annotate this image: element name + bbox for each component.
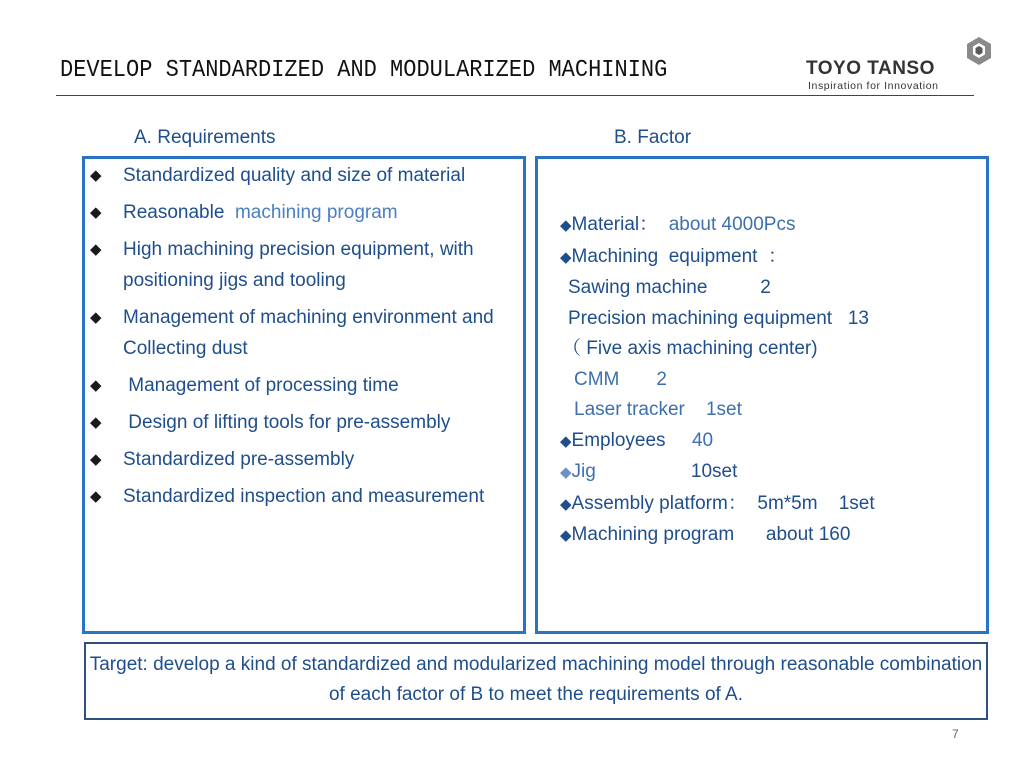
factor-equipment: ◆Machining equipment ：: [560, 245, 787, 267]
factor-jig: ◆Jig 10set: [560, 461, 738, 482]
list-item: ◆ Management of machining environment and Collecting dust: [86, 302, 516, 364]
diamond-bullet-icon: ◆: [560, 248, 572, 266]
list-item: ◆ Management of processing time: [86, 370, 516, 401]
toyo-tanso-hexagon-logo-icon: [964, 36, 994, 66]
diamond-bullet-icon: ◆: [90, 309, 102, 326]
factor-machining-program: ◆Machining program about 160: [560, 524, 851, 545]
requirements-heading: A. Requirements: [134, 127, 276, 148]
logo-tagline: Inspiration for Innovation: [808, 80, 939, 92]
factor-employees: ◆Employees 40: [560, 429, 714, 451]
diamond-bullet-icon: ◆: [90, 377, 102, 394]
diamond-bullet-icon: ◆: [560, 464, 572, 481]
list-item: ◆ Reasonable machining program: [86, 197, 516, 228]
list-item: ◆ Design of lifting tools for pre-assembly: [86, 407, 516, 438]
diamond-bullet-icon: ◆: [560, 495, 572, 513]
list-item: ◆ Standardized inspection and measurement: [86, 481, 516, 512]
factor-heading: B. Factor: [614, 127, 692, 148]
target-statement: Target: develop a kind of standardized and modularized machining model through reasonable combination of each factor of B to meet the requirements of A.: [89, 654, 983, 705]
factor-cmm: CMM 2: [574, 368, 667, 390]
requirements-list: [86, 160, 516, 518]
diamond-bullet-icon: ◆: [560, 217, 572, 234]
page-number: 7: [952, 727, 959, 741]
diamond-bullet-icon: ◆: [90, 167, 102, 184]
factor-list: [560, 210, 980, 552]
factor-sawing: Sawing machine 2: [568, 277, 771, 298]
factor-material: ◆Material： about 4000Pcs: [560, 214, 796, 235]
logo-text: TOYO TANSO: [806, 58, 935, 79]
diamond-bullet-icon: ◆: [560, 527, 572, 544]
page-title: DEVELOP STANDARDIZED AND MODULARIZED MACHINING: [60, 56, 668, 84]
factor-laser-tracker: Laser tracker 1set: [574, 399, 742, 420]
diamond-bullet-icon: ◆: [90, 241, 102, 258]
diamond-bullet-icon: ◆: [90, 488, 102, 505]
factor-assembly-platform: ◆Assembly platform： 5m*5m 1set: [560, 492, 875, 514]
company-logo: [806, 36, 996, 96]
list-item: ◆ High machining precision equipment, with positioning jigs and tooling: [86, 234, 516, 296]
list-item: ◆ Standardized quality and size of material: [86, 160, 516, 191]
list-item: ◆ Standardized pre-assembly: [86, 444, 516, 475]
diamond-bullet-icon: ◆: [560, 432, 572, 450]
factor-precision: Precision machining equipment 13: [568, 307, 870, 329]
diamond-bullet-icon: ◆: [90, 414, 102, 431]
diamond-bullet-icon: ◆: [90, 451, 102, 468]
diamond-bullet-icon: ◆: [90, 204, 102, 221]
factor-five-axis: （ Five axis machining center): [562, 338, 818, 359]
